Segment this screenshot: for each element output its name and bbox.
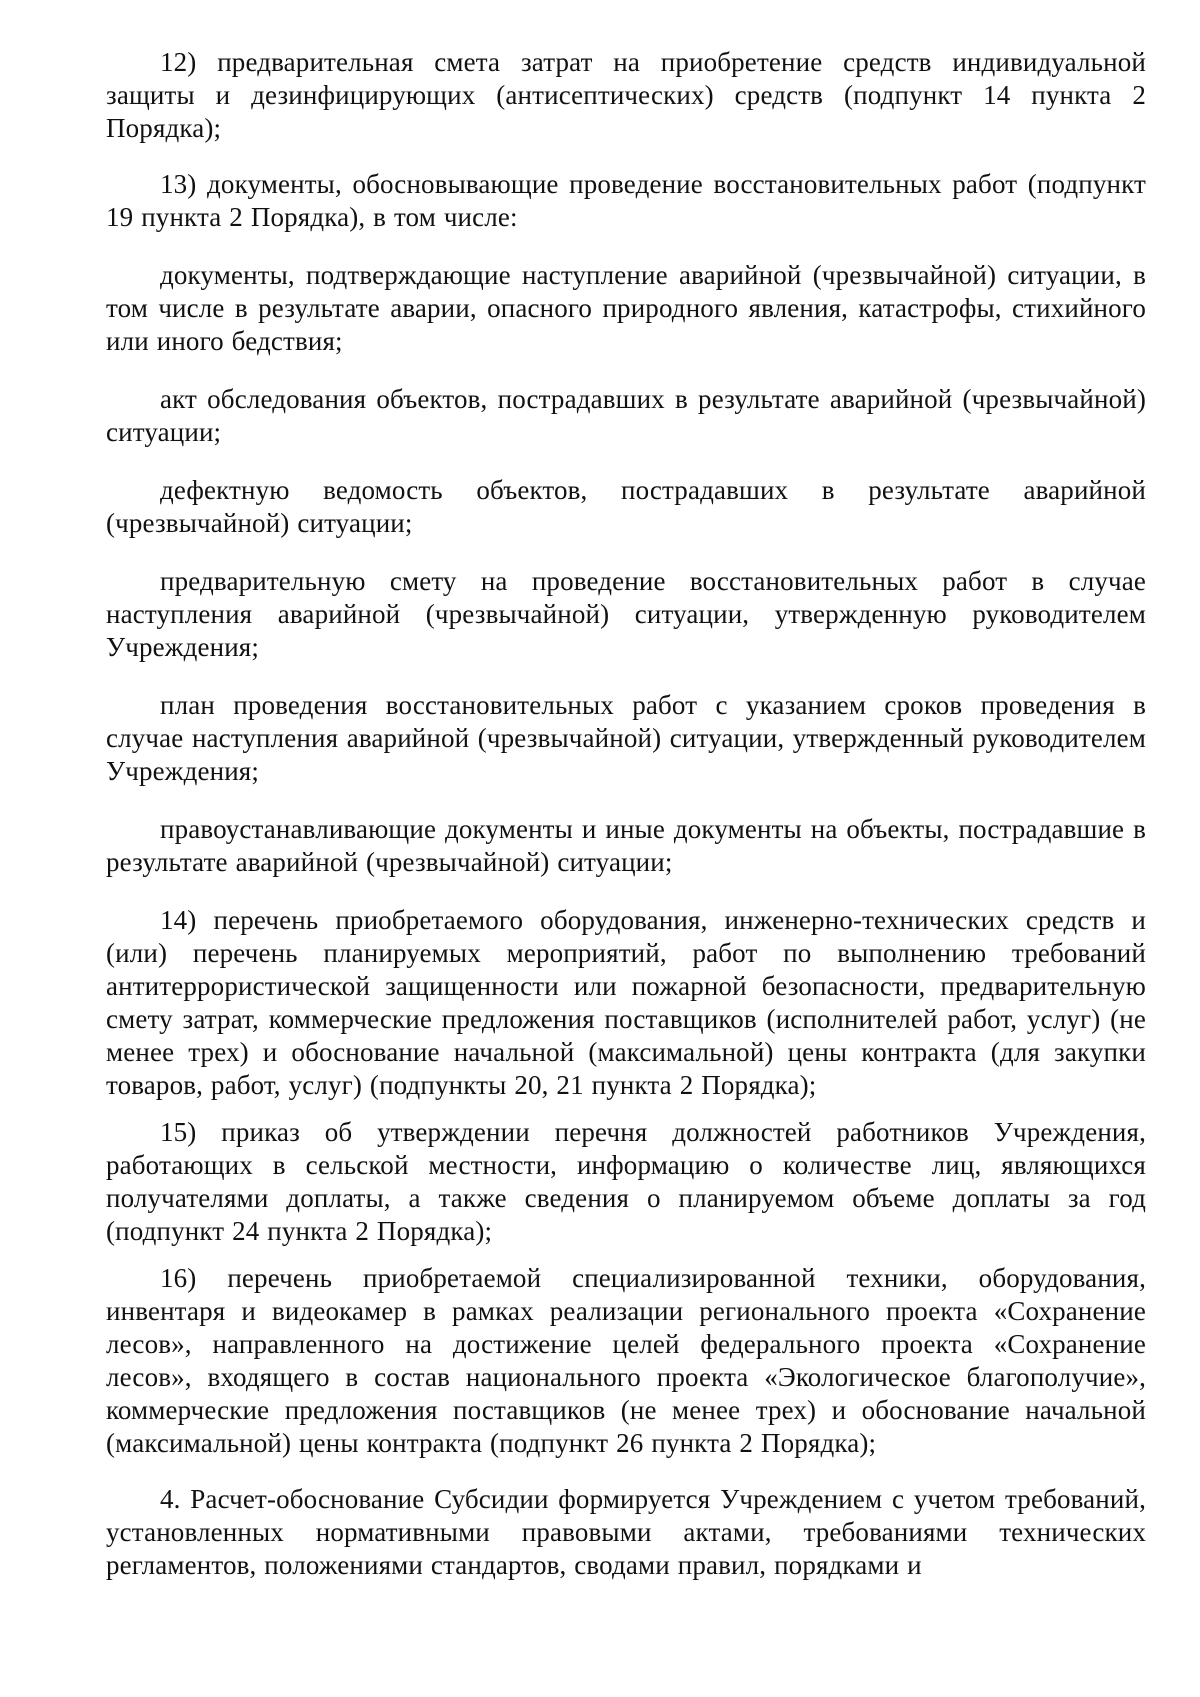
paragraph-emergency-documents: документы, подтверждающие наступление аварийной (чрезвычайной) ситуации, в том числе в результате аварии, опасного природного явления, катастрофы, стихийного или иного бедствия; (106, 260, 1146, 356)
paragraph-title-documents: правоустанавливающие документы и иные документы на объекты, пострадавшие в результате аварийной (чрезвычайной) ситуации; (106, 814, 1146, 877)
paragraph-item-12: 12) предварительная смета затрат на приобретение средств индивидуальной защиты и дезинфицирующих (антисептических) средств (подпункт 14 пункта 2 Порядка); (106, 47, 1146, 143)
document-body (106, 46, 1146, 1582)
paragraph-restoration-plan: план проведения восстановительных работ с указанием сроков проведения в случае наступления аварийной (чрезвычайной) ситуации, утвержденный руководителем Учреждения; (106, 690, 1146, 786)
paragraph-defect-statement: дефектную ведомость объектов, пострадавших в результате аварийной (чрезвычайной) ситуации; (106, 475, 1146, 538)
paragraph-preliminary-estimate: предварительную смету на проведение восстановительных работ в случае наступления аварийной (чрезвычайной) ситуации, утвержденную руководителем Учреждения; (106, 566, 1146, 662)
paragraph-item-13: 13) документы, обосновывающие проведение восстановительных работ (подпункт 19 пункта 2 Порядка), в том числе: (106, 169, 1146, 232)
paragraph-section-4: 4. Расчет-обоснование Субсидии формируется Учреждением с учетом требований, установленных нормативными правовыми актами, требованиями технических регламентов, положениями стандартов, сводами правил, порядками и (106, 1484, 1146, 1580)
paragraph-item-15: 15) приказ об утверждении перечня должностей работников Учреждения, работающих в сельской местности, информацию о количестве лиц, являющихся получателями доплаты, а также сведения о планируемом объеме доплаты за год (подпункт 24 пункта 2 Порядка); (106, 1117, 1146, 1246)
paragraph-item-14: 14) перечень приобретаемого оборудования, инженерно-технических средств и (или) перечень планируемых мероприятий, работ по выполнению требований антитеррористической защищенности или пожарной безопасности, предварительную смету затрат, коммерческие предложения поставщиков (исполнителей работ, услуг) (не менее трех) и обоснование начальной (максимальной) цены контракта (для закупки товаров, работ, услуг) (подпункты 20, 21 пункта 2 Порядка); (106, 905, 1146, 1100)
paragraph-inspection-act: акт обследования объектов, пострадавших в результате аварийной (чрезвычайной) ситуации; (106, 384, 1146, 447)
paragraph-item-16: 16) перечень приобретаемой специализированной техники, оборудования, инвентаря и видеокамер в рамках реализации регионального проекта «Сохранение лесов», направленного на достижение целей федерального проекта «Сохранение лесов», входящего в состав национального проекта «Экологическое благополучие», коммерческие предложения поставщиков (не менее трех) и обоснование начальной (максимальной) цены контракта (подпункт 26 пункта 2 Порядка); (106, 1263, 1146, 1458)
